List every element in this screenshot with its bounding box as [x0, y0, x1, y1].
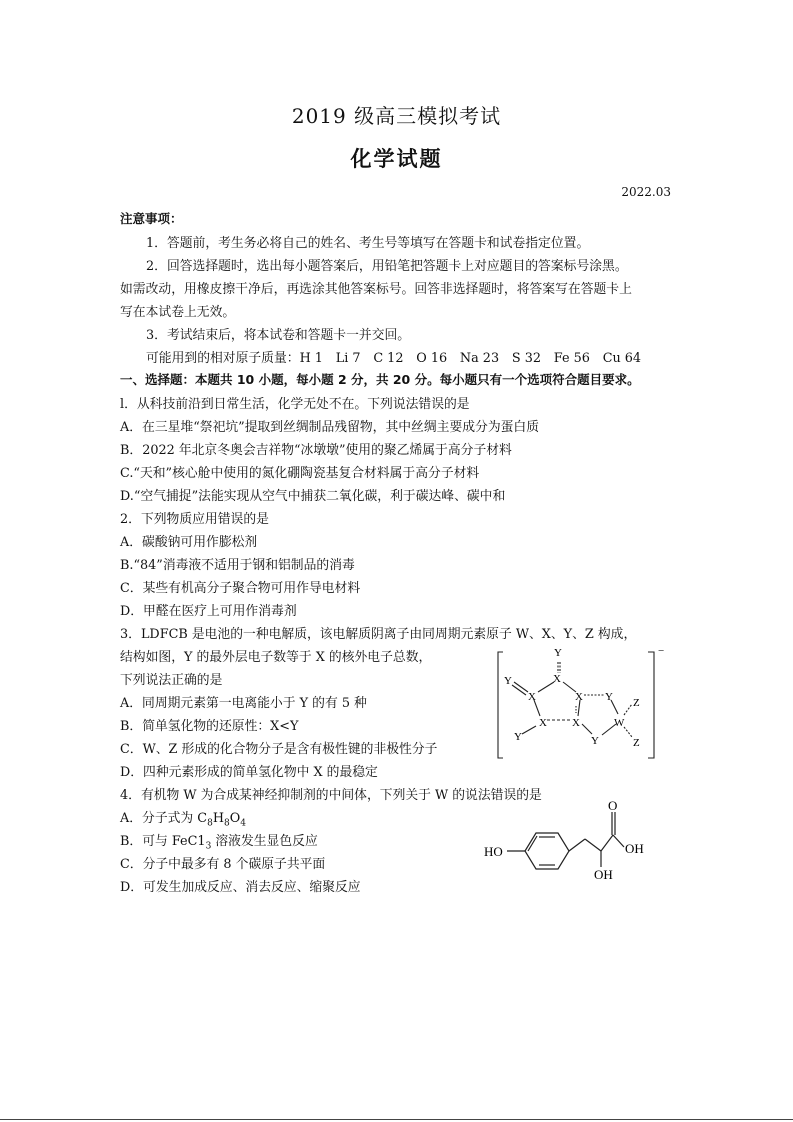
- atom-x-left: X: [528, 691, 536, 703]
- q4-a-h: H: [212, 811, 224, 826]
- atom-y-bottom-left: Y: [514, 731, 522, 743]
- q4-option-a: [120, 807, 246, 829]
- q3-stem-line-1: 3．LDFCB 是电池的一种电解质，该电解质阴离子由同周期元素原子 W、X、Y、Z 构成，: [120, 627, 637, 642]
- label-ho: HO: [484, 844, 503, 859]
- q3-option-a: A．同周期元素第一电离能小于 Y 的有 5 种: [120, 696, 367, 711]
- atom-y-bottom: Y: [591, 735, 599, 747]
- notice-item-2-line-2: 如需改动，用橡皮擦干净后，再选涂其他答案标号。回答非选择题时，将答案写在答题卡上: [120, 282, 632, 297]
- atom-x-right: X: [575, 691, 583, 703]
- q4-b-text: B．可与 FeC1: [120, 834, 206, 849]
- q4-b-tail: 溶液发生显色反应: [211, 834, 318, 849]
- label-alcohol-oh: OH: [594, 867, 613, 882]
- q1-stem: l．从科技前沿到日常生活，化学无处不在。下列说法错误的是: [120, 397, 470, 412]
- q2-option-d: D．甲醛在医疗上可用作消毒剂: [120, 604, 297, 619]
- charge-sign: −: [658, 645, 665, 657]
- right-bracket: [648, 652, 654, 758]
- q4-stem: 4．有机物 W 为合成某神经抑制剂的中间体，下列关于 W 的说法错误的是: [120, 788, 542, 803]
- q1-option-d: D.“空气捕捉”法能实现从空气中捕获二氧化碳，利于碳达峰、碳中和: [120, 489, 506, 504]
- q3-stem-line-3: 下列说法正确的是: [120, 673, 223, 688]
- exam-title: 2019 级高三模拟考试: [291, 104, 502, 128]
- exam-date: 2022.03: [621, 185, 671, 199]
- atom-y-ring: Y: [605, 691, 613, 703]
- q2-option-a: A．碳酸钠可用作膨松剂: [120, 535, 258, 550]
- atomic-mass-line: 可能用到的相对原子质量：H 1 Li 7 C 12 O 16 Na 23 S 32 Fe 56 Cu 64: [146, 351, 642, 366]
- q4-option-d: D．可发生加成反应、消去反应、缩聚反应: [120, 880, 361, 895]
- page-bottom-rule: [0, 1119, 793, 1120]
- q3-option-d: D．四种元素形成的简单氢化物中 X 的最稳定: [120, 765, 378, 780]
- atom-x-top: X: [553, 673, 561, 685]
- q4-option-b: [120, 830, 318, 852]
- notice-item-3: 3．考试结束后，将本试卷和答题卡一并交回。: [146, 328, 411, 343]
- benzene-ring: [525, 833, 569, 869]
- atom-y-left: Y: [504, 675, 512, 687]
- notice-item-1: 1．答题前，考生务必将自己的姓名、考生号等填写在答题卡和试卷指定位置。: [146, 236, 590, 251]
- notice-heading: 注意事项：: [120, 211, 183, 226]
- q2-option-b: B.“84”消毒液不适用于钢和铝制品的消毒: [120, 558, 355, 573]
- q2-stem: 2．下列物质应用错误的是: [120, 512, 269, 527]
- section-1-heading: 一、选择题：本题共 10 小题，每小题 2 分，共 20 分。每小题只有一个选项符合题目要求。: [120, 372, 640, 387]
- q4-a-sub-o: 4: [240, 818, 246, 829]
- notice-item-2-line-3: 写在本试卷上无效。: [120, 305, 236, 320]
- molecule-w-structure: [480, 795, 670, 885]
- q4-a-sub-c: 8: [207, 818, 213, 829]
- q4-a-text: A．分子式为 C: [120, 811, 208, 826]
- anion-structure-figure: [490, 640, 680, 765]
- q1-option-a: A．在三星堆“祭祀坑”提取到丝绸制品残留物，其中丝绸主要成分为蛋白质: [120, 420, 540, 435]
- q4-option-c: C．分子中最多有 8 个碳原子共平面: [120, 857, 326, 872]
- atom-z-bottom: Z: [633, 737, 640, 749]
- notice-item-2-line-1: 2．回答选择题时，选出每小题答案后，用铅笔把答题卡上对应题目的答案标号涂黑。: [146, 259, 628, 274]
- q3-option-b: B．简单氢化物的还原性：X<Y: [120, 719, 299, 734]
- label-carbonyl-o: O: [608, 798, 618, 813]
- q3-option-c: C．W、Z 形成的化合物分子是含有极性键的非极性分子: [120, 742, 438, 757]
- q2-option-c: C．某些有机高分子聚合物可用作导电材料: [120, 581, 361, 596]
- label-acid-oh: OH: [625, 841, 644, 856]
- q1-option-b: B．2022 年北京冬奥会吉祥物“冰墩墩”使用的聚乙烯属于高分子材料: [120, 443, 512, 458]
- q3-stem-line-2: 结构如图，Y 的最外层电子数等于 X 的核外电子总数，: [120, 650, 432, 665]
- atom-y-top: Y: [554, 647, 562, 659]
- atom-x-bottom-right: X: [572, 717, 580, 729]
- atom-w: W: [614, 717, 625, 729]
- q1-option-c: C.“天和”核心舱中使用的氮化硼陶瓷基复合材料属于高分子材料: [120, 466, 480, 481]
- q4-b-sub: 3: [205, 841, 212, 852]
- left-bracket: [498, 652, 503, 758]
- q4-a-o: O: [229, 811, 241, 826]
- q4-a-sub-h: 8: [224, 818, 230, 829]
- subject-title: 化学试题: [350, 147, 443, 171]
- atom-z-top: Z: [633, 697, 640, 709]
- atom-x-bottom-left: X: [539, 717, 547, 729]
